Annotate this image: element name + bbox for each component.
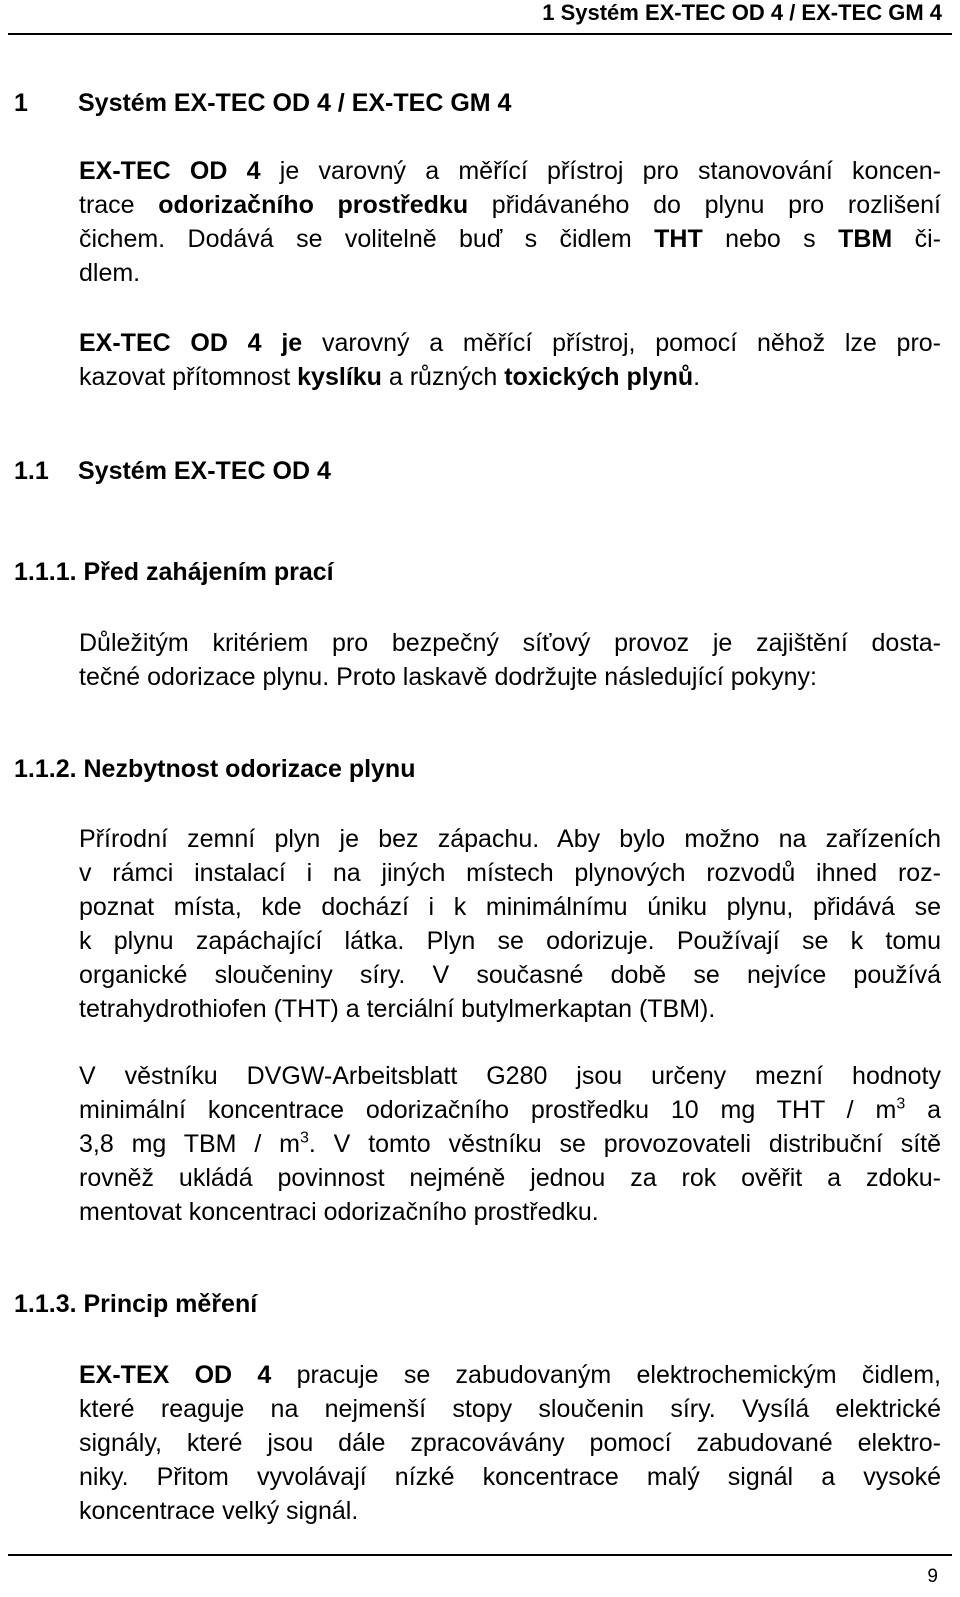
s112-p1-line-4: k plynu zapáchající látka. Plyn se odorizuje. Používají se k tomu xyxy=(79,927,941,955)
s112-p1-line-1: Přírodní zemní plyn je bez zápachu. Aby bylo možno na zařízeních xyxy=(79,825,941,853)
section-1-title: Systém EX-TEC OD 4 / EX-TEC GM 4 xyxy=(78,89,512,117)
header-rule xyxy=(8,33,952,35)
s112-p1-line-5: organické sloučeniny síry. V současné době se nejvíce používá xyxy=(79,961,941,989)
intro-paragraph-1 xyxy=(79,154,941,290)
s113-line-2: které reaguje na nejmenší stopy sloučenin síry. Vysílá elektrické xyxy=(79,1395,941,1423)
section-1-1-1-paragraph xyxy=(79,626,941,694)
s112-p1-line-2: v rámci instalací i na jiných místech plynových rozvodů ihned roz- xyxy=(79,859,941,887)
section-1-1-3-heading: 1.1.3. Princip měření xyxy=(14,1290,258,1318)
section-1-1-2-paragraph-2 xyxy=(79,1059,941,1229)
intro2-line-1: EX-TEC OD 4 je varovný a měřící přístroj, pomocí něhož lze pro- xyxy=(79,329,941,357)
intro1-line-1: EX-TEC OD 4 je varovný a měřící přístroj pro stanovování koncen- xyxy=(79,157,941,185)
page-number: 9 xyxy=(927,1566,938,1587)
section-1-1-title: Systém EX-TEC OD 4 xyxy=(78,457,331,485)
s112-p2-line-3: 3,8 mg TBM / $m^3$. V tomto věstníku se provozovateli distribuční sítě xyxy=(79,1129,941,1158)
s113-line-5: koncentrace velký signál. xyxy=(79,1497,359,1525)
s112-p2-line-5: mentovat koncentraci odorizačního prostředku. xyxy=(79,1198,599,1226)
s111-line-2: tečné odorizace plynu. Proto laskavě dodržujte následující pokyny: xyxy=(79,663,817,691)
section-1-number: 1 xyxy=(14,89,28,117)
s112-p2-line-2: minimální koncentrace odorizačního prostředku 10 mg THT / $m^3$ a xyxy=(79,1095,941,1124)
running-header: 1 Systém EX-TEC OD 4 / EX-TEC GM 4 xyxy=(542,0,942,25)
intro1-line-3: čichem. Dodává se volitelně buď s čidlem THT nebo s TBM či- xyxy=(79,225,941,253)
s111-line-1: Důležitým kritériem pro bezpečný síťový provoz je zajištění dosta- xyxy=(79,629,941,657)
s112-p2-line-4: rovněž ukládá povinnost nejméně jednou za rok ověřit a zdoku- xyxy=(79,1164,941,1192)
s113-line-3: signály, které jsou dále zpracovávány pomocí zabudované elektro- xyxy=(79,1429,941,1457)
section-1-1-number: 1.1 xyxy=(14,457,49,485)
s112-p1-line-6: tetrahydrothiofen (THT) a terciální butylmerkaptan (TBM). xyxy=(79,995,716,1023)
section-1-1-1-heading: 1.1.1. Před zahájením prací xyxy=(14,558,334,586)
section-1-1-2-heading: 1.1.2. Nezbytnost odorizace plynu xyxy=(14,755,416,783)
s112-p1-line-3: poznat místa, kde dochází i k minimálnímu úniku plynu, přidává se xyxy=(79,893,941,921)
intro1-line-2: trace odorizačního prostředku přidávaného do plynu pro rozlišení xyxy=(79,191,941,219)
section-1-1-2-paragraph-1 xyxy=(79,822,941,1026)
s113-line-4: niky. Přitom vyvolávají nízké koncentrace malý signál a vysoké xyxy=(79,1463,941,1491)
section-1-1-3-paragraph xyxy=(79,1358,941,1528)
footer-rule xyxy=(8,1554,952,1556)
section-1-1-heading xyxy=(14,457,331,486)
section-1-heading xyxy=(14,89,511,118)
intro2-line-2: kazovat přítomnost kyslíku a různých toxických plynů. xyxy=(79,363,701,391)
s113-line-1: EX-TEX OD 4 pracuje se zabudovaným elektrochemickým čidlem, xyxy=(79,1361,942,1389)
s112-p2-line-1: V věstníku DVGW-Arbeitsblatt G280 jsou určeny mezní hodnoty xyxy=(79,1062,941,1090)
intro1-line-4: dlem. xyxy=(79,259,141,287)
intro-paragraph-2 xyxy=(79,326,941,394)
